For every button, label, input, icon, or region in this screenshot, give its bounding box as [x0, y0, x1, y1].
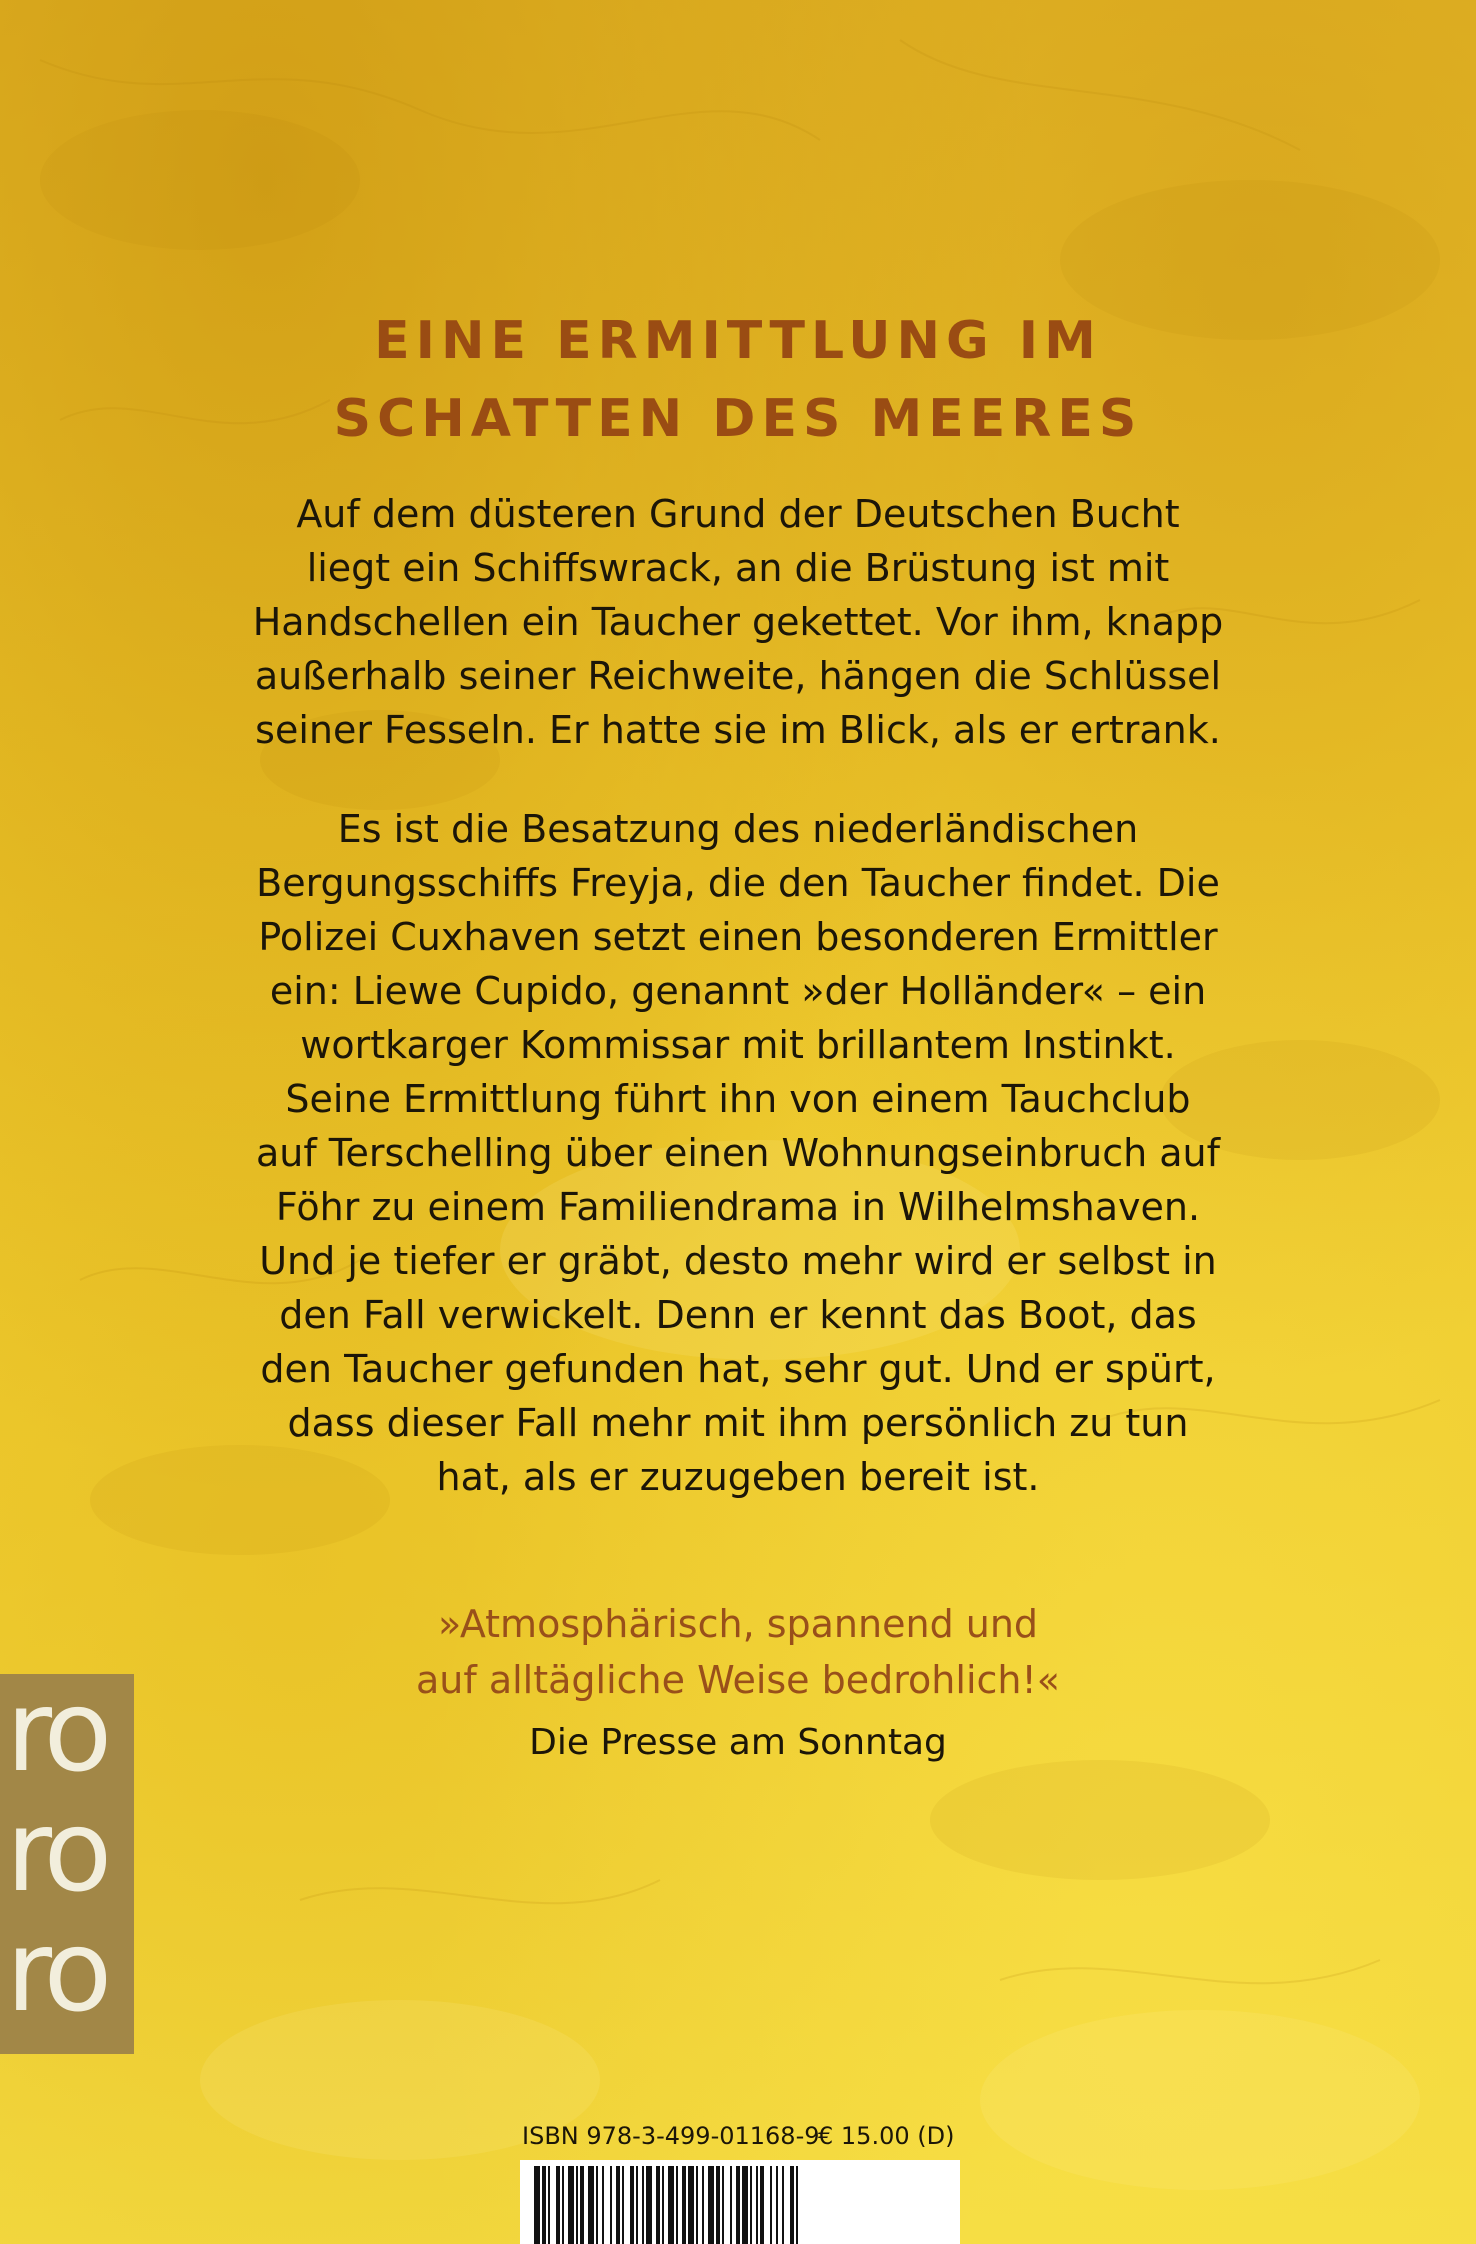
barcode-bar	[576, 2166, 578, 2244]
text-line: Handschellen ein Taucher gekettet. Vor ihm, knapp	[252, 600, 1224, 644]
blurb-paragraph-2	[200, 802, 1276, 1504]
barcode-bar	[742, 2166, 748, 2244]
barcode-bar	[708, 2166, 714, 2244]
text-line: ein: Liewe Cupido, genannt »der Holländer« – ein	[269, 969, 1207, 1013]
barcode-bar	[656, 2166, 660, 2244]
barcode-bar	[676, 2166, 678, 2244]
text-line: den Fall verwickelt. Denn er kennt das Boot, das	[279, 1293, 1197, 1337]
barcode-bar	[580, 2166, 584, 2244]
text-line: seiner Fesseln. Er hatte sie im Blick, als er ertrank.	[255, 708, 1221, 752]
text-line: Polizei Cuxhaven setzt einen besonderen Ermittler	[258, 915, 1218, 959]
quote-line-2: auf alltägliche Weise bedrohlich!«	[416, 1658, 1060, 1702]
barcode-bar	[702, 2166, 704, 2244]
barcode-bar	[716, 2166, 720, 2244]
price-label: € 15.00 (D)	[818, 2122, 955, 2150]
barcode-bar	[736, 2166, 740, 2244]
text-line: dass dieser Fall mehr mit ihm persönlich zu tun	[287, 1401, 1189, 1445]
barcode-bar	[596, 2166, 598, 2244]
text-line: auf Terschelling über einen Wohnungseinbruch auf	[255, 1131, 1221, 1175]
logo-row: ro	[6, 1907, 107, 2037]
barcode-bar	[646, 2166, 652, 2244]
press-quote	[200, 1596, 1276, 1708]
heading-line-2: SCHATTEN DES MEERES	[333, 389, 1143, 449]
barcode-bar	[782, 2166, 784, 2244]
barcode-bar	[622, 2166, 624, 2244]
logo-row: ro	[6, 1787, 107, 1917]
text-line: liegt ein Schiffswrack, an die Brüstung ist mit	[306, 546, 1170, 590]
heading-line-1: EINE ERMITTLUNG IM	[374, 311, 1102, 371]
logo-row: ro	[6, 1674, 107, 1797]
text-line: Seine Ermittlung führt ihn von einem Tauchclub	[285, 1077, 1191, 1121]
barcode-bar	[750, 2166, 752, 2244]
barcode-bar	[760, 2166, 764, 2244]
rororo-logo	[0, 1674, 134, 2054]
barcode-bar	[568, 2166, 574, 2244]
barcode-bar	[542, 2166, 546, 2244]
text-line: den Taucher gefunden hat, sehr gut. Und er spürt,	[260, 1347, 1216, 1391]
text-line: wortkarger Kommissar mit brillantem Instinkt.	[300, 1023, 1176, 1067]
text-line: Bergungsschiffs Freyja, die den Taucher findet. Die	[256, 861, 1220, 905]
text-line: hat, als er zuzugeben bereit ist.	[436, 1455, 1040, 1499]
quote-source: Die Presse am Sonntag	[529, 1722, 947, 1763]
barcode-bar	[790, 2166, 794, 2244]
barcode-bar	[630, 2166, 634, 2244]
barcode-bar	[548, 2166, 550, 2244]
barcode-bar	[722, 2166, 724, 2244]
barcode-bar	[610, 2166, 612, 2244]
barcode-bar	[556, 2166, 560, 2244]
text-line: Es ist die Besatzung des niederländischen	[337, 807, 1139, 851]
barcode-bar	[662, 2166, 664, 2244]
barcode-bar	[602, 2166, 604, 2244]
barcode-bar	[642, 2166, 644, 2244]
barcode-bar	[562, 2166, 564, 2244]
barcode-icon	[520, 2160, 960, 2244]
barcode-bar	[682, 2166, 686, 2244]
barcode-bar	[534, 2166, 540, 2244]
barcode-bar	[756, 2166, 758, 2244]
barcode-bar	[730, 2166, 732, 2244]
blurb-paragraph-1	[200, 487, 1276, 757]
cover-heading	[150, 302, 1326, 458]
quote-line-1: »Atmosphärisch, spannend und	[437, 1602, 1039, 1646]
text-line: außerhalb seiner Reichweite, hängen die Schlüssel	[254, 654, 1222, 698]
isbn-number: ISBN 978-3-499-01168-9	[522, 2122, 820, 2150]
barcode-bar	[770, 2166, 772, 2244]
text-line: Auf dem düsteren Grund der Deutschen Bucht	[296, 492, 1180, 536]
barcode-bar	[636, 2166, 638, 2244]
text-line: Und je tiefer er gräbt, desto mehr wird er selbst in	[259, 1239, 1217, 1283]
barcode-bar	[668, 2166, 674, 2244]
barcode	[520, 2160, 960, 2244]
barcode-bar	[696, 2166, 698, 2244]
barcode-bar	[588, 2166, 594, 2244]
barcode-bar	[776, 2166, 778, 2244]
barcode-bar	[796, 2166, 798, 2244]
barcode-bar	[688, 2166, 694, 2244]
barcode-bar	[616, 2166, 620, 2244]
isbn-price-row	[520, 2118, 960, 2154]
text-line: Föhr zu einem Familiendrama in Wilhelmshaven.	[275, 1185, 1201, 1229]
